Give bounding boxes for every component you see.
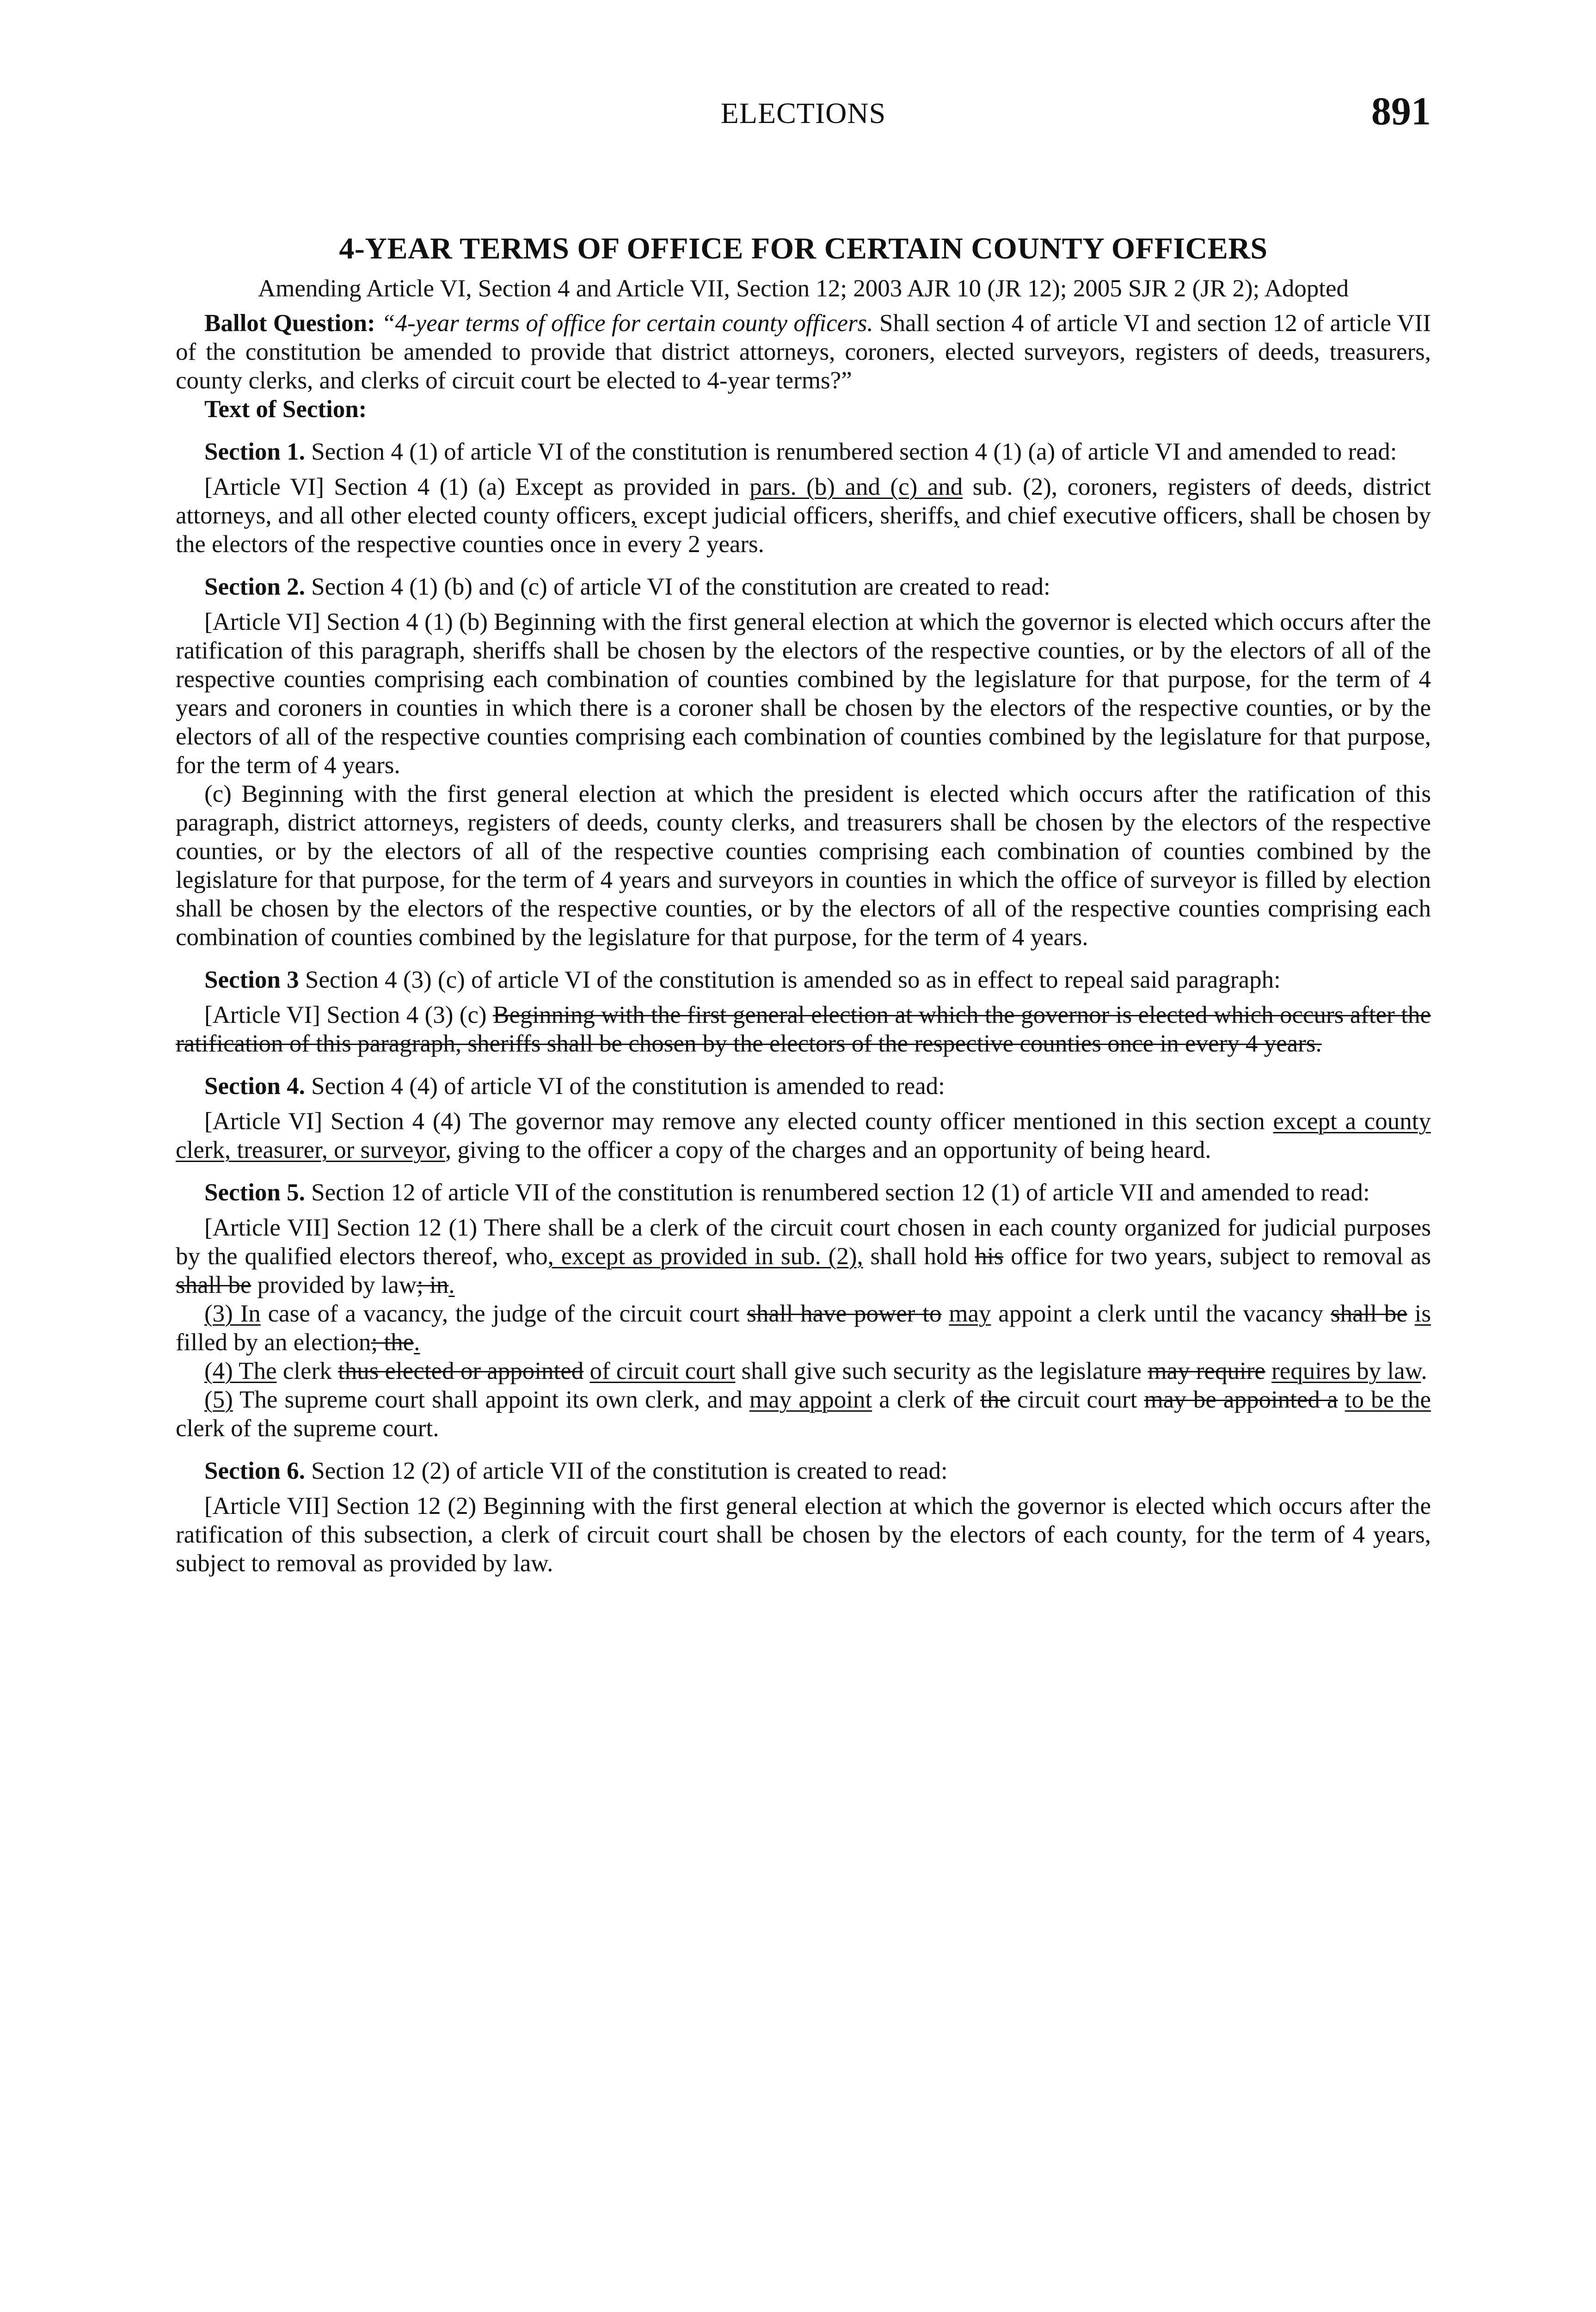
section-5-sub-4: (4) The clerk thus elected or appointed of circuit court shall give such security as the legislature may require requires by law. (204, 1358, 1427, 1384)
section-2-par-b: [Article VI] Section 4 (1) (b) Beginning with the first general election at which the governor is elected which occurs after the ratification of this paragraph, sheriffs shall be chosen by the electors of the respective counties, or by the electors of all of the respective counties comprising each combination of counties combined by the legislature for that purpose, for the term of 4 years and coroners in counties in which there is a coroner shall be chosen by the electors of the respective counties, or by the electors of all of the respective counties comprising each combination of counties combined by the legislature for that purpose, for the term of 4 years. (176, 609, 1431, 779)
section-5-sub-3: (3) In case of a vacancy, the judge of the circuit court shall have power to may appoint a clerk until the vacancy shall be is filled by an election; the. (176, 1300, 1431, 1356)
section-1-text: [Article VI] Section 4 (1) (a) Except as provided in pars. (b) and (c) and sub. (2), coroners, registers of deeds, district attorneys, and all other elected county officers, except judicial officers, sheriffs, and chief executive officers, shall be chosen by the electors of the respective counties once in every 2 years. (176, 473, 1431, 558)
section-4-intro: Section 4. Section 4 (4) of article VI of the constitution is amended to read: (204, 1073, 945, 1100)
page-number: 891 (1371, 89, 1431, 133)
section-5-intro: Section 5. Section 12 of article VII of the constitution is renumbered section 12 (1) of article VII and amended to read: (204, 1179, 1370, 1206)
section-2-intro: Section 2. Section 4 (1) (b) and (c) of article VI of the constitution are created to read: (204, 573, 1050, 600)
ballot-question (176, 309, 1431, 395)
text-of-section-heading: Text of Section: (204, 396, 367, 423)
ballot-question-italic: “4-year terms of office for certain county officers. (381, 310, 873, 337)
document-title: 4-YEAR TERMS OF OFFICE FOR CERTAIN COUNTY OFFICERS (339, 232, 1268, 265)
section-6-label: Section 6. (204, 1457, 305, 1484)
section-3-intro: Section 3 Section 4 (3) (c) of article VI of the constitution is amended so as in effect to repeal said paragraph: (204, 966, 1281, 993)
running-title: ELECTIONS (720, 97, 886, 129)
section-6-intro: Section 6. Section 12 (2) of article VII of the constitution is created to read: (204, 1457, 948, 1484)
section-6-text: [Article VII] Section 12 (2) Beginning with the first general election at which the governor is elected which occurs after the ratification of this subsection, a clerk of circuit court shall be chosen by the electors of each county, for the term of 4 years, subject to removal as provided by law. (176, 1493, 1431, 1577)
document-subtitle: Amending Article VI, Section 4 and Article VII, Section 12; 2003 AJR 10 (JR 12); 2005 SJR 2 (JR 2); Adopted (258, 275, 1349, 302)
section-2-par-c: (c) Beginning with the first general election at which the president is elected which occurs after the ratification of this paragraph, district attorneys, registers of deeds, county clerks, and treasurers shall be chosen by the electors of the respective counties, or by the electors of all of the respective counties comprising each combination of counties combined by the legislature for that purpose, for the term of 4 years and surveyors in counties in which the office of surveyor is filled by election shall be chosen by the electors of the respective counties, or by the electors of all of the respective counties comprising each combination of counties combined by the legislature for that purpose, for the term of 4 years. (176, 781, 1431, 951)
section-1-label: Section 1. (204, 438, 305, 465)
section-5-sub-5: (5) The supreme court shall appoint its own clerk, and may appoint a clerk of the circuit court may be appointed a to be the clerk of the supreme court. (176, 1386, 1431, 1442)
section-4-label: Section 4. (204, 1073, 305, 1100)
section-4-text: [Article VI] Section 4 (4) The governor may remove any elected county officer mentioned in this section except a county clerk, treasurer, or surveyor, giving to the officer a copy of the charges and an opportunity of being heard. (176, 1108, 1431, 1163)
section-3-label: Section 3 (204, 966, 299, 993)
section-5-sub-1: [Article VII] Section 12 (1) There shall be a clerk of the circuit court chosen in each county organized for judicial purposes by the qualified electors thereof, who, except as provided in sub. (2), shall hold his office for two years, subject to removal as shall be provided by law; in. (176, 1214, 1431, 1298)
section-1-intro: Section 1. Section 4 (1) of article VI of the constitution is renumbered section 4 (1) (a) of article VI and amended to read: (204, 438, 1397, 465)
ballot-label: Ballot Question: (204, 310, 375, 337)
section-5-label: Section 5. (204, 1179, 305, 1206)
ballot-question-text: Shall section 4 of article VI and section 12 of article VII of the constitution be amended to provide that district attorneys, coroners, elected surveyors, registers of deeds, treasurers, county clerks, and clerks of circuit court be elected to 4-year terms?” (176, 310, 1431, 394)
running-header (176, 88, 1431, 139)
page (176, 88, 1431, 1578)
section-2-label: Section 2. (204, 573, 305, 600)
section-3-text: [Article VI] Section 4 (3) (c) Beginning with the first general election at which the governor is elected which occurs after the ratification of this paragraph, sheriffs shall be chosen by the electors of the respective counties once in every 4 years. (176, 1002, 1431, 1057)
